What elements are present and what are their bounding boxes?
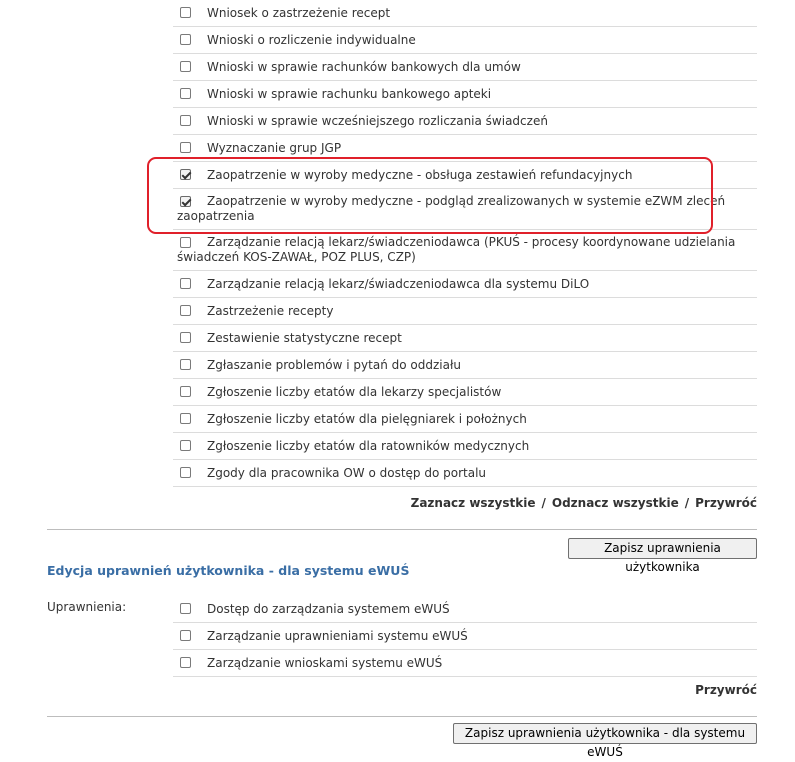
permission-checkbox[interactable] [180,115,191,126]
permission-row [173,460,757,487]
ewus-permissions-list [173,596,757,677]
permission-checkbox[interactable] [180,237,191,248]
permission-row [173,230,757,271]
link-separator: / [541,496,546,510]
permission-label: Wnioski w sprawie wcześniejszego rozliczania świadczeń [207,114,548,128]
permission-checkbox[interactable] [180,34,191,45]
ewus-permission-label: Dostęp do zarządzania systemem eWUŚ [207,602,450,616]
permissions-list [173,0,757,487]
permission-row [173,27,757,54]
ewus-permission-row [173,623,757,650]
link-separator: / [684,496,690,510]
permission-checkbox[interactable] [180,305,191,316]
permission-checkbox[interactable] [180,278,191,289]
restore-link[interactable]: Przywróć [695,496,757,510]
permission-label: Zgłoszenie liczby etatów dla ratowników medycznych [207,439,530,453]
permission-row [173,54,757,81]
permission-checkbox[interactable] [180,413,191,424]
ewus-permission-checkbox[interactable] [180,657,191,668]
permission-label: Zgody dla pracownika OW o dostęp do portalu [207,466,487,480]
permission-label: Wnioski o rozliczenie indywidualne [207,33,416,47]
permission-checkbox[interactable] [180,332,191,343]
permissions-label: Uprawnienia: [47,600,127,614]
permission-checkbox[interactable] [180,7,191,18]
permission-row [173,379,757,406]
save-permissions-button[interactable]: Zapisz uprawnienia użytkownika [568,538,757,559]
permission-label: Wyznaczanie grup JGP [207,141,342,155]
highlight-box [147,157,713,234]
permission-label: Wniosek o zastrzeżenie recept [207,6,391,20]
permission-checkbox[interactable] [180,467,191,478]
permission-row [173,298,757,325]
permission-checkbox[interactable] [180,88,191,99]
permission-label: Zgłaszanie problemów i pytań do oddziału [207,358,461,372]
ewus-permission-label: Zarządzanie uprawnieniami systemu eWUŚ [207,629,468,643]
permission-label: Wnioski w sprawie rachunku bankowego apteki [207,87,492,101]
select-all-link[interactable]: Zaznacz wszystkie [410,496,536,510]
permission-row [173,406,757,433]
ewus-section-title: Edycja uprawnień użytkownika - dla systemu eWUŚ [47,563,410,578]
permission-checkbox[interactable] [180,359,191,370]
permission-row [173,433,757,460]
permission-label: Wnioski w sprawie rachunków bankowych dla umów [207,60,521,74]
permission-label: Zgłoszenie liczby etatów dla lekarzy specjalistów [207,385,502,399]
permission-row [173,352,757,379]
permission-label: Zestawienie statystyczne recept [207,331,402,345]
permission-row [173,325,757,352]
selection-links [411,496,757,510]
ewus-restore-link[interactable]: Przywróć [695,683,757,697]
ewus-permission-checkbox[interactable] [180,603,191,614]
permission-row [173,108,757,135]
permission-row [173,81,757,108]
permission-label: Zaopatrzenie w wyroby medyczne - obsługa zestawień refundacyjnych [207,168,633,182]
permission-label: Zarządzanie relacją lekarz/świadczeniodawca (PKUŚ - procesy koordynowane udzielania świadczeń KOS-ZAWAŁ, POZ PLUS, CZP) [177,235,736,264]
save-ewus-permissions-button[interactable]: Zapisz uprawnienia użytkownika - dla systemu eWUŚ [453,723,757,744]
permission-checkbox[interactable] [180,440,191,451]
permission-row [173,271,757,298]
ewus-permission-row [173,596,757,623]
divider [47,716,757,717]
ewus-permission-checkbox[interactable] [180,630,191,641]
divider [47,529,757,530]
permission-checkbox[interactable] [180,142,191,153]
permission-label: Zgłoszenie liczby etatów dla pielęgniarek i położnych [207,412,527,426]
ewus-permission-label: Zarządzanie wnioskami systemu eWUŚ [207,656,443,670]
permission-label: Zastrzeżenie recepty [207,304,334,318]
permission-row [173,0,757,27]
permission-label: Zarządzanie relacją lekarz/świadczeniodawca dla systemu DiLO [207,277,590,291]
permission-label: Zaopatrzenie w wyroby medyczne - podgląd zrealizowanych w systemie eZWM zleceń zaopatrzenia [177,194,726,223]
permission-checkbox[interactable] [180,61,191,72]
deselect-all-link[interactable]: Odznacz wszystkie [551,496,679,510]
ewus-permission-row [173,650,757,677]
permission-checkbox[interactable] [180,386,191,397]
